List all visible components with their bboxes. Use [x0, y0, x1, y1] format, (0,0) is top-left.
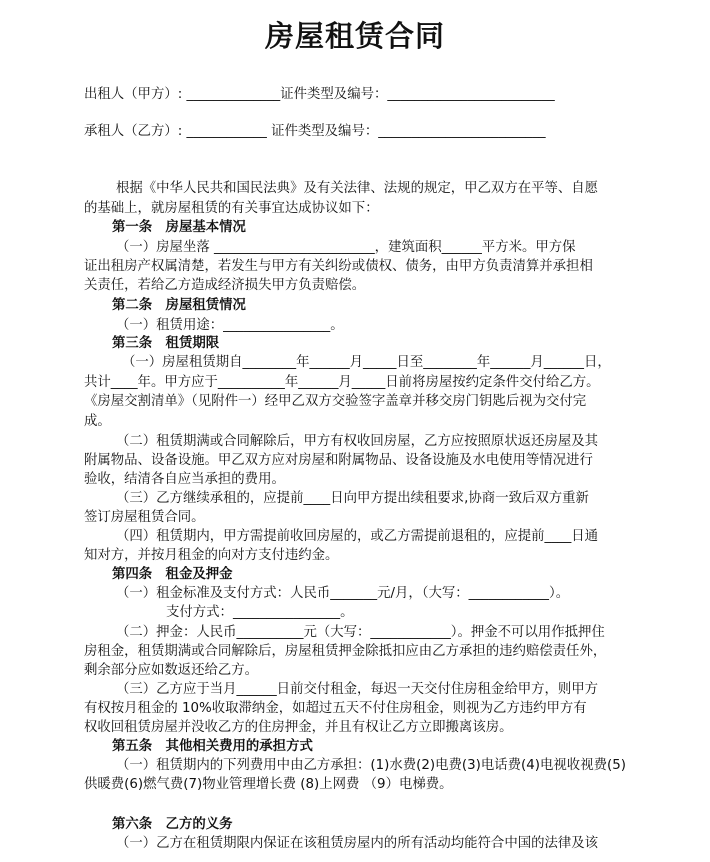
clause-line: （三）乙方应于当月______日前交付租金，每迟一天交付住房租金给甲方，则甲方	[116, 682, 599, 697]
clause-line: （三）乙方继续承租的，应提前____日向甲方提出续租要求,协商一致后双方重新	[116, 491, 589, 506]
article-heading: 第一条 房屋基本情况	[112, 220, 246, 235]
clause-line: 关责任，若给乙方造成经济损失甲方负责赔偿。	[84, 278, 366, 293]
clause-line: （四）租赁期内，甲方需提前收回房屋的，或乙方需提前退租的，应提前____日通	[116, 529, 599, 544]
clause-line: 权收回租赁房屋并没收乙方的住房押金，并且有权让乙方立即搬离该房。	[84, 720, 513, 735]
clause-line: 附属物品、设备设施。甲乙双方应对房屋和附属物品、设备设施及水电使用等情况进行	[84, 453, 593, 468]
lessee-line: 承租人（乙方）: ____________ 证件类型及编号：_________________________	[84, 124, 546, 139]
clause-line: 剩余部分应如数返还给乙方。	[84, 663, 259, 678]
article-heading: 第五条 其他相关费用的承担方式	[112, 739, 313, 754]
article-heading: 第六条 乙方的义务	[112, 817, 233, 832]
clause-line: 证出租房产权属清楚，若发生与甲方有关纠纷或债权、债务，由甲方负责清算并承担相	[84, 259, 593, 274]
clause-line: 验收，结清各自应当承担的费用。	[84, 472, 285, 487]
clause-line: 共计____年。甲方应于__________年______月_____日前将房屋按约定条件交付给乙方。	[84, 375, 600, 390]
clause-line: 《房屋交割清单》（见附件一）经甲乙双方交验签字盖章并移交房门钥匙后视为交付完	[84, 394, 587, 409]
clause-line: 有权按月租金的 10%收取滞纳金，如超过五天不付住房租金，则视为乙方违约甲方有	[84, 701, 587, 716]
clause-line: （一）乙方在租赁期限内保证在该租赁房屋内的所有活动均能符合中国的法律及该	[116, 836, 599, 851]
preamble-line: 根据《中华人民共和国民法典》及有关法律、法规的规定，甲乙双方在平等、自愿	[116, 181, 599, 196]
preamble-line: 的基础上，就房屋租赁的有关事宜达成协议如下：	[84, 201, 379, 216]
clause-line: 支付方式：________________。	[166, 605, 354, 620]
clause-line: （一）租赁期内的下列费用中由乙方承担：(1)水费(2)电费(3)电话费(4)电视收视费(5)	[116, 758, 626, 773]
clause-line: 房租金，租赁期满或合同解除后，房屋租赁押金除抵扣应由乙方承担的违约赔偿责任外，	[84, 644, 607, 659]
clause-line: （一）房屋租赁期自________年______月_____日至________年______月______日，	[122, 355, 611, 370]
article-heading: 第三条 租赁期限	[112, 336, 220, 351]
clause-line: 知对方，并按月租金的向对方支付违约金。	[84, 548, 339, 563]
article-heading: 第四条 租金及押金	[112, 567, 233, 582]
clause-line: （一）租赁用途：________________。	[116, 318, 344, 333]
clause-line: 签订房屋租赁合同。	[84, 510, 205, 525]
clause-line: （二）租赁期满或合同解除后，甲方有权收回房屋，乙方应按照原状返还房屋及其	[116, 434, 599, 449]
clause-line: 成。	[84, 414, 111, 429]
lessor-line: 出租人（甲方）: ______________证件类型及编号：_________________________	[84, 87, 555, 102]
clause-line: （一）房屋坐落 ________________________，建筑面积______平方米。甲方保	[116, 240, 576, 255]
clause-line: （一）租金标准及支付方式：人民币_______元/月，（大写：____________）。	[116, 586, 570, 601]
clause-line: （二）押金：人民币__________元（大写：____________）。押金不可以用作抵押住	[116, 625, 605, 640]
contract-title: 房屋租赁合同	[264, 19, 445, 53]
clause-line: 供暖费(6)燃气费(7)物业管理增长费 (8)上网费 （9）电梯费。	[84, 777, 453, 792]
article-heading: 第二条 房屋租赁情况	[112, 298, 246, 313]
